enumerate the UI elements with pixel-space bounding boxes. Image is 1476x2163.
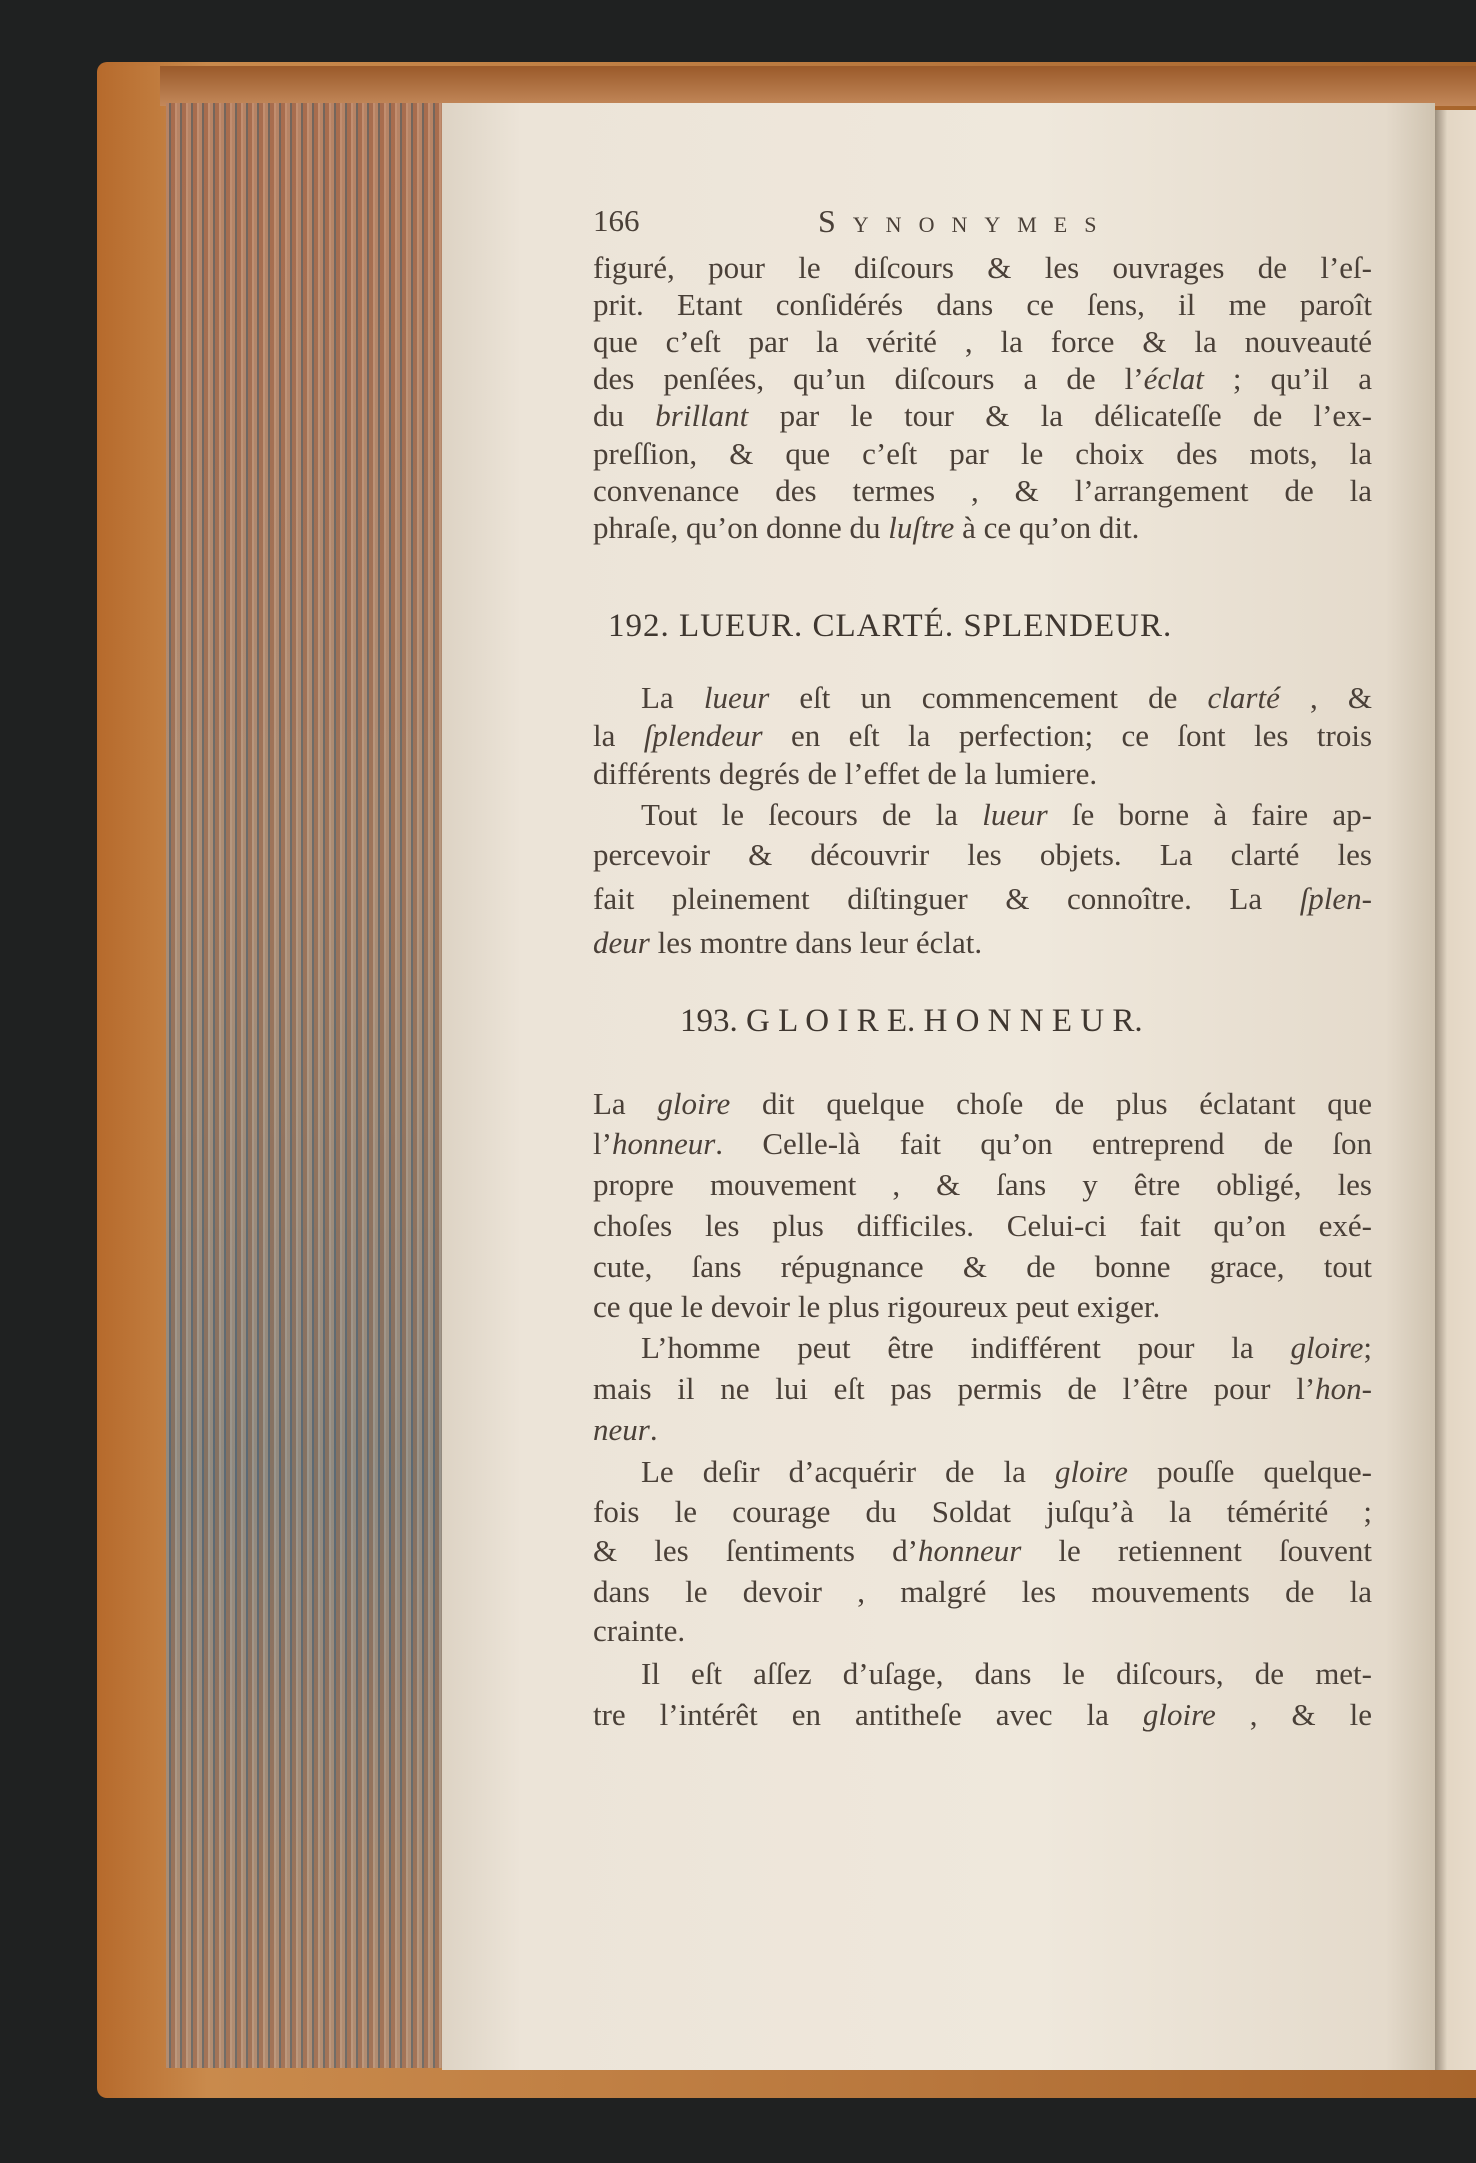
text-segment: choſes les plus difficiles. Celui-ci fait qu’on exé- [593,1208,1372,1243]
text-segment: Le deſir d’acquérir de la [641,1454,1055,1489]
text-segment: phraſe, qu’on donne du [593,510,889,545]
facing-page-edge [1435,110,1476,2070]
text-line [593,1371,1372,1407]
italic-text: luſtre [888,510,955,545]
italic-text: deur [593,925,650,960]
text-segment: le retiennent ſouvent [1021,1533,1372,1568]
text-line [593,1167,1372,1203]
text-line [593,1086,1372,1122]
italic-text: hon- [1315,1371,1372,1406]
section-heading-193: 193. G L O I R E. H O N N E U R. [680,1003,1143,1039]
text-line [593,718,1372,754]
text-line [641,1330,1372,1366]
text-segment: ; qu’il a [1203,361,1372,396]
text-segment: figuré, pour le diſcours & les ouvrages de l’eſ- [593,250,1372,285]
text-segment: la [593,718,644,753]
text-segment: cute, ſans répugnance & de bonne grace, tout [593,1249,1372,1284]
text-line [593,324,1372,360]
text-segment: eſt un commencement de [769,680,1208,715]
text-segment: fois le courage du Soldat juſqu’à la témérité ; [593,1494,1372,1529]
text-line [641,680,1372,716]
italic-text: neur [593,1412,650,1447]
text-line [593,510,1372,546]
text-segment: crainte. [593,1613,686,1648]
text-line [593,1412,1372,1448]
text-segment: fait pleinement diſtinguer & connoître. La [593,881,1300,916]
text-line [593,881,1372,917]
text-segment: des penſées, qu’un diſcours a de l’ [593,361,1144,396]
section-heading-192: 192. LUEUR. CLARTÉ. SPLENDEUR. [608,608,1173,644]
text-segment: , & le [1215,1697,1372,1732]
text-line [593,1126,1372,1162]
text-segment: La [641,680,704,715]
italic-text: gloire [1054,1454,1128,1489]
text-segment: à ce qu’on dit. [954,510,1140,545]
text-segment: preſſion, & que c’eſt par le choix des mots, la [593,436,1372,471]
text-segment: propre mouvement , & ſans y être obligé, les [593,1167,1372,1202]
text-segment: en eſt la perfection; ce ſont les trois [762,718,1373,753]
italic-text: honneur [611,1126,716,1161]
text-line [593,1533,1372,1569]
text-line [593,287,1372,323]
text-segment: . Celle-là fait qu’on entreprend de ſon [715,1126,1372,1161]
italic-text: honneur [917,1533,1022,1568]
text-line [593,473,1372,509]
text-segment: l’ [593,1126,612,1161]
italic-text: gloire [657,1086,731,1121]
text-segment: ce que le devoir le plus rigoureux peut exiger. [593,1289,1161,1324]
text-line [593,837,1372,873]
text-line [593,1613,1372,1649]
text-segment: & les ſentiments d’ [593,1533,918,1568]
text-segment: Tout le ſecours de la [641,797,983,832]
text-segment: , & [1279,680,1372,715]
text-segment: tre l’intérêt en antitheſe avec la [593,1697,1143,1732]
text-line [593,1249,1372,1285]
text-line [641,1656,1372,1692]
text-segment: par le tour & la délicateſſe de l’ex- [748,398,1373,433]
text-segment: percevoir & découvrir les objets. La clarté les [593,837,1372,872]
italic-text: lueur [982,797,1048,832]
text-line [593,436,1372,472]
italic-text: brillant [655,398,749,433]
text-line [593,1289,1372,1325]
text-line [593,398,1372,434]
italic-text: lueur [703,680,770,715]
italic-text: ſplen- [1299,881,1372,916]
text-line [593,925,1372,961]
text-segment: Il eſt aſſez d’uſage, dans le diſcours, de met- [641,1656,1372,1691]
text-segment: ſe borne à faire ap- [1047,797,1373,832]
italic-text: ſplendeur [643,718,763,753]
text-segment: différents degrés de l’effet de la lumiere. [593,756,1098,791]
text-segment: dit quelque choſe de plus éclatant que [730,1086,1373,1121]
text-line [593,1697,1372,1733]
text-segment: ; [1363,1330,1372,1365]
text-segment: La [593,1086,658,1121]
page-number: 166 [593,203,640,238]
text-line [593,250,1372,286]
text-segment: que c’eſt par la vérité , la force & la nouveauté [593,324,1372,359]
text-line [593,1574,1372,1610]
text-segment: L’homme peut être indifférent pour la [641,1330,1291,1365]
text-segment: prit. Etant conſidérés dans ce ſens, il me paroît [593,287,1372,322]
running-title: Synonymes [818,203,1114,239]
text-line [593,1208,1372,1244]
marbled-page-edges [166,103,442,2068]
text-segment: pouſſe quelque- [1127,1454,1372,1489]
text-segment: mais il ne lui eſt pas permis de l’être pour l’ [593,1371,1316,1406]
text-segment: les montre dans leur éclat. [649,925,983,960]
italic-text: gloire [1142,1697,1216,1732]
italic-text: gloire [1290,1330,1364,1365]
text-line [593,756,1372,792]
text-segment: . [649,1412,658,1447]
book-cover-top-edge [160,66,1476,106]
text-line [593,1494,1372,1530]
text-segment: convenance des termes , & l’arrangement de la [593,473,1372,508]
text-line [641,1454,1372,1490]
text-segment: du [593,398,656,433]
text-line [641,797,1372,833]
text-segment: dans le devoir , malgré les mouvements de la [593,1574,1372,1609]
text-line [593,361,1372,397]
italic-text: clarté [1207,680,1280,715]
italic-text: éclat [1143,361,1204,396]
